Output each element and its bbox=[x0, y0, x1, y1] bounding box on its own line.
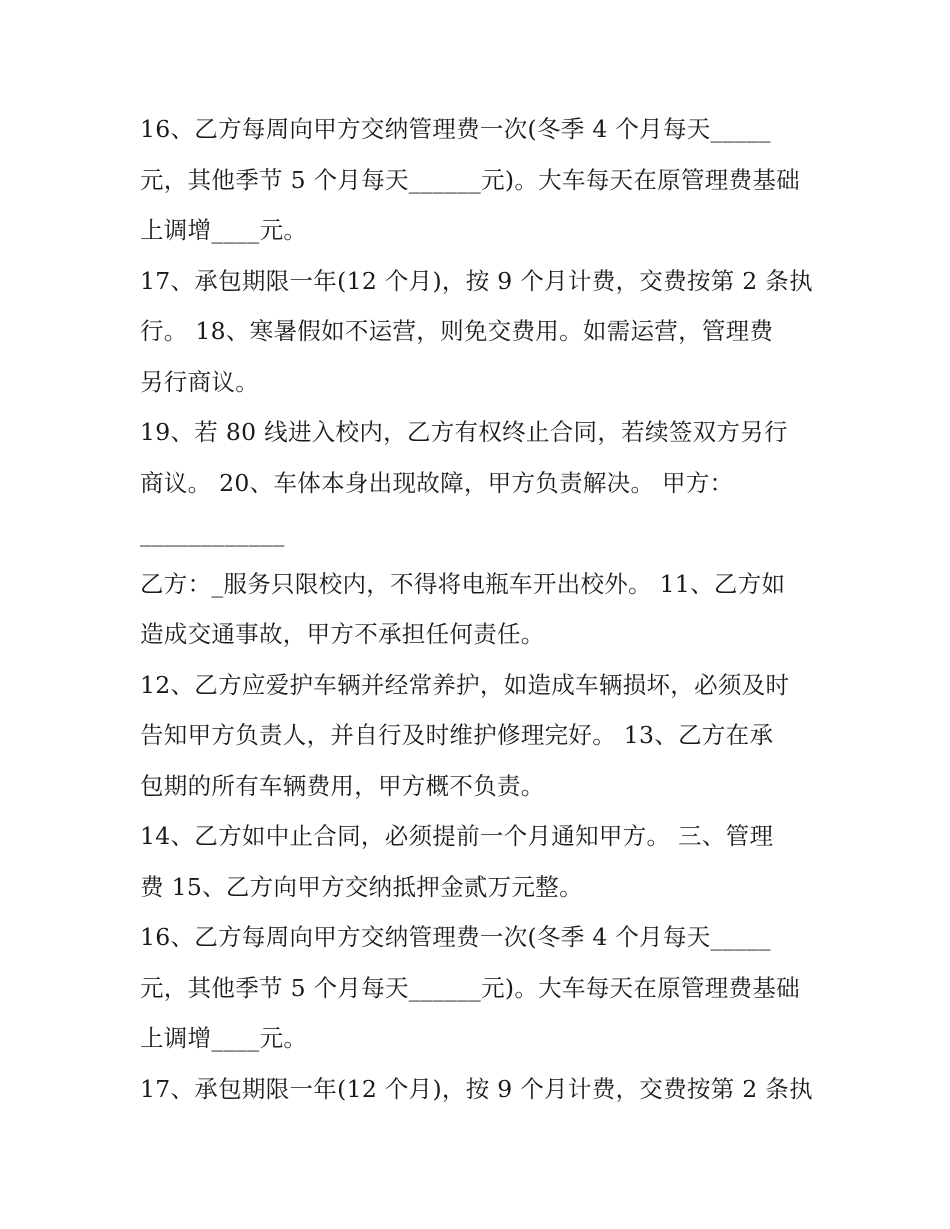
text-line: 另行商议。 bbox=[140, 367, 259, 396]
text-line: 19、若 80 线进入校内，乙方有权终止合同，若续签双方另行 bbox=[140, 418, 788, 446]
text-line: 包期的所有车辆费用，甲方概不负责。 bbox=[140, 771, 545, 800]
text-line: 17、承包期限一年(12 个月)，按 9 个月计费，交费按第 2 条执 bbox=[140, 266, 813, 295]
text-line: 12、乙方应爱护车辆并经常养护，如造成车辆损坏，必须及时 bbox=[140, 670, 790, 699]
text-line: 乙方：_服务只限校内，不得将电瓶车开出校外。 11、乙方如 bbox=[140, 569, 786, 598]
text-line: 14、乙方如中止合同，必须提前一个月通知甲方。 三、管理 bbox=[140, 822, 774, 850]
text-line: 费 15、乙方向甲方交纳抵押金贰万元整。 bbox=[140, 872, 583, 901]
text-line: 元，其他季节 5 个月每天______元)。大车每天在原管理费基础 bbox=[140, 165, 800, 194]
text-line: 告知甲方负责人，并自行及时维护修理完好。 13、乙方在承 bbox=[140, 721, 774, 749]
text-line: 元，其他季节 5 个月每天______元)。大车每天在原管理费基础 bbox=[140, 973, 800, 1002]
text-line: 16、乙方每周向甲方交纳管理费一次(冬季 4 个月每天_____ bbox=[140, 923, 771, 951]
text-line: 行。 18、寒暑假如不运营，则免交费用。如需运营，管理费 bbox=[140, 317, 774, 345]
text-line: 造成交通事故，甲方不承担任何责任。 bbox=[140, 620, 545, 648]
text-line: 17、承包期限一年(12 个月)，按 9 个月计费，交费按第 2 条执 bbox=[140, 1074, 813, 1103]
text-line: 商议。 20、车体本身出现故障，甲方负责解决。 甲方： bbox=[140, 468, 734, 497]
text-line: 16、乙方每周向甲方交纳管理费一次(冬季 4 个月每天_____ bbox=[140, 115, 771, 143]
text-line: 上调增____元。 bbox=[140, 1024, 308, 1052]
signature-blank-line: ____________ bbox=[140, 519, 285, 547]
text-line: 上调增____元。 bbox=[140, 216, 308, 244]
document-body bbox=[140, 104, 820, 1114]
